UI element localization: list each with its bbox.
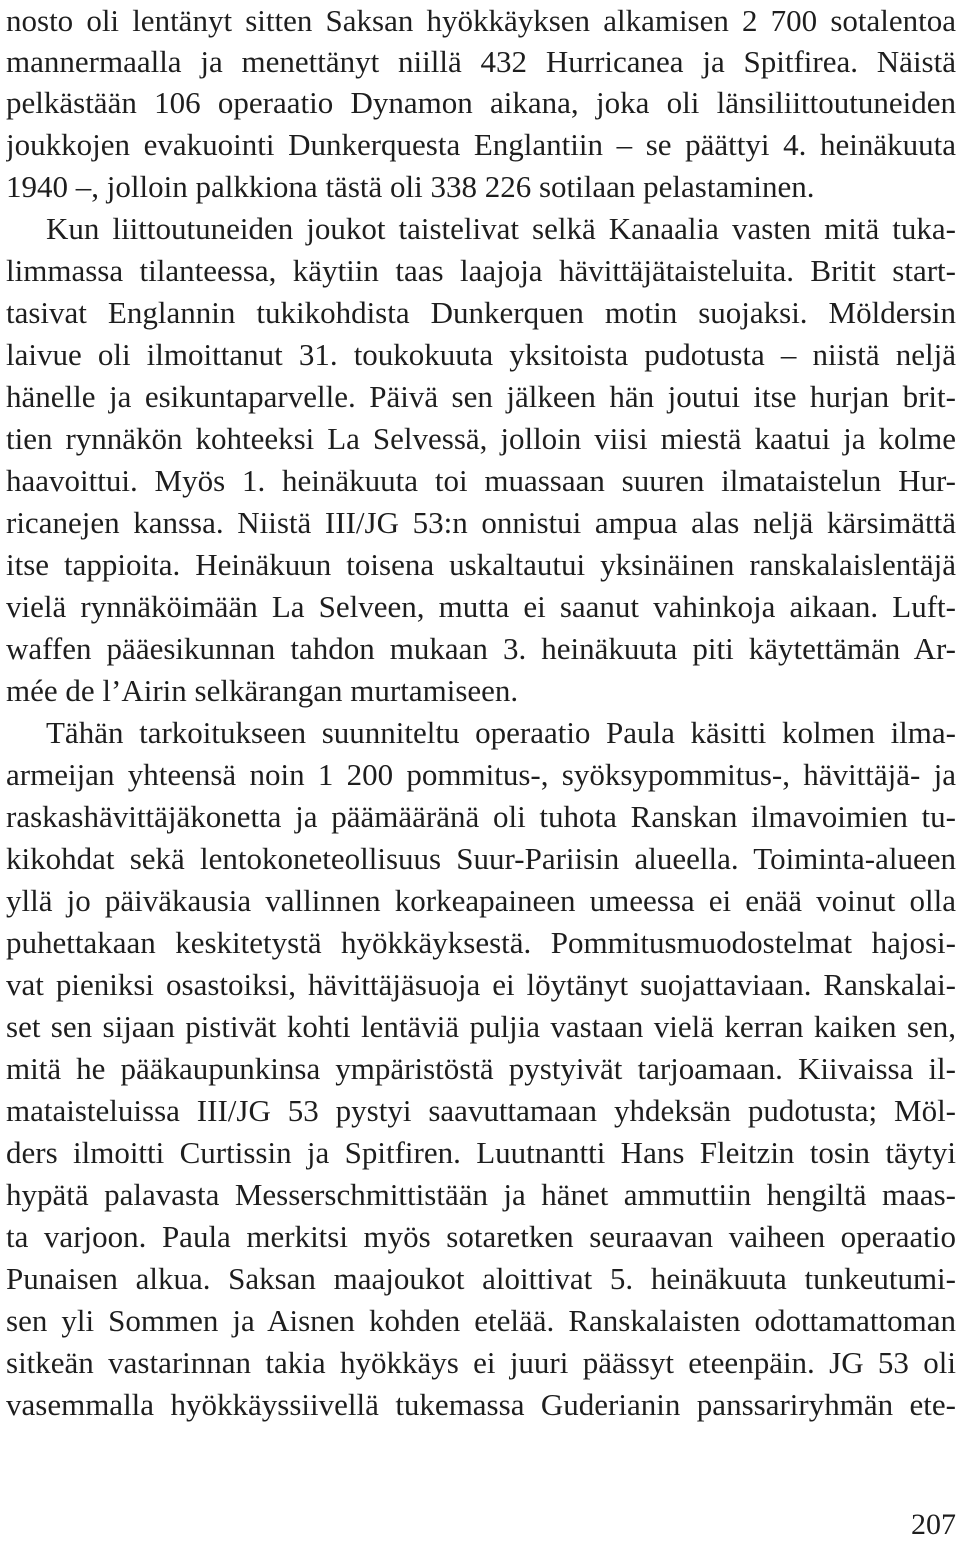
text-line: sen yli Sommen ja Aisnen kohden etelää. Ranskalaisten odottamattoman [6, 1303, 956, 1338]
text-line: joukkojen evakuointi Dunkerquesta Englantiin – se päättyi 4. heinäkuuta [6, 127, 956, 162]
text-line: itse tappioita. Heinäkuun toisena uskaltautui yksinäinen ranskalaislentäjä [6, 547, 956, 582]
text-line: nosto oli lentänyt sitten Saksan hyökkäyksen alkamisen 2 700 sotalentoa [6, 3, 956, 38]
text-line: vat pieniksi osastoiksi, hävittäjäsuoja ei löytänyt suojattaviaan. Ranskalai- [6, 967, 956, 1002]
text-line: vielä rynnäköimään La Selveen, mutta ei saanut vahinkoja aikaan. Luft- [6, 589, 956, 624]
text-line: limmassa tilanteessa, käytiin taas laajoja hävittäjätaisteluita. Britit start- [6, 253, 956, 288]
text-line: mée de l’Airin selkärangan murtamiseen. [6, 673, 519, 708]
text-line: haavoittui. Myös 1. heinäkuuta toi muassaan suuren ilmataistelun Hur- [6, 463, 956, 498]
text-line: mitä he pääkaupunkinsa ympäristöstä pystyivät tarjoamaan. Kiivaissa il- [6, 1051, 956, 1086]
text-line: tasivat Englannin tukikohdista Dunkerquen motin suojaksi. Möldersin [6, 295, 956, 330]
text-line: waffen pääesikunnan tahdon mukaan 3. heinäkuuta piti käytettämän Ar- [6, 631, 956, 666]
text-line: ricanejen kanssa. Niistä III/JG 53:n onnistui ampua alas neljä kärsimättä [6, 505, 956, 540]
text-line: kikohdat sekä lentokoneteollisuus Suur-Pariisin alueella. Toiminta-alueen [6, 841, 956, 876]
text-line: hänelle ja esikuntaparvelle. Päivä sen jälkeen hän joutui itse hurjan brit- [6, 379, 956, 414]
text-line: Tähän tarkoitukseen suunniteltu operaatio Paula käsitti kolmen ilma- [46, 715, 956, 750]
text-line: ta varjoon. Paula merkitsi myös sotaretken seuraavan vaiheen operaatio [6, 1219, 956, 1254]
text-line: laivue oli ilmoittanut 31. toukokuuta yksitoista pudotusta – niistä neljä [6, 337, 956, 372]
text-line: Kun liittoutuneiden joukot taistelivat selkä Kanaalia vasten mitä tuka- [46, 211, 956, 246]
text-line: sitkeän vastarinnan takia hyökkäys ei juuri päässyt eteenpäin. JG 53 oli [6, 1345, 956, 1380]
text-line: mataisteluissa III/JG 53 pystyi saavuttamaan yhdeksän pudotusta; Möl- [6, 1093, 956, 1128]
text-line: hypätä palavasta Messerschmittistään ja hänet ammuttiin hengiltä maas- [6, 1177, 956, 1212]
text-line: tien rynnäkön kohteeksi La Selvessä, jolloin viisi miestä kaatui ja kolme [6, 421, 956, 456]
text-line: puhettakaan keskitetystä hyökkäyksestä. Pommitusmuodostelmat hajosi- [6, 925, 956, 960]
text-line: 1940 –, jolloin palkkiona tästä oli 338 226 sotilaan pelastaminen. [6, 169, 815, 204]
text-line: yllä jo päiväkausia vallinnen korkeapaineen umeessa ei enää voinut olla [6, 883, 956, 918]
text-line: raskashävittäjäkonetta ja päämääränä oli tuhota Ranskan ilmavoimien tu- [6, 799, 956, 834]
text-line: vasemmalla hyökkäyssiivellä tukemassa Guderianin panssariryhmän ete- [6, 1387, 956, 1422]
text-line: set sen sijaan pistivät kohti lentäviä puljia vastaan vielä kerran kaiken sen, [6, 1009, 956, 1044]
text-line: Punaisen alkua. Saksan maajoukot aloittivat 5. heinäkuuta tunkeutumi- [6, 1261, 956, 1296]
text-line: ders ilmoitti Curtissin ja Spitfiren. Luutnantti Hans Fleitzin tosin täytyi [6, 1135, 956, 1170]
text-line: mannermaalla ja menettänyt niillä 432 Hurricanea ja Spitfirea. Näistä [6, 44, 956, 79]
text-line: armeijan yhteensä noin 1 200 pommitus-, syöksypommitus-, hävittäjä- ja [6, 757, 956, 792]
text-line: pelkästään 106 operaatio Dynamon aikana, joka oli länsiliittoutuneiden [6, 85, 956, 120]
page-number: 207 [911, 1508, 956, 1541]
